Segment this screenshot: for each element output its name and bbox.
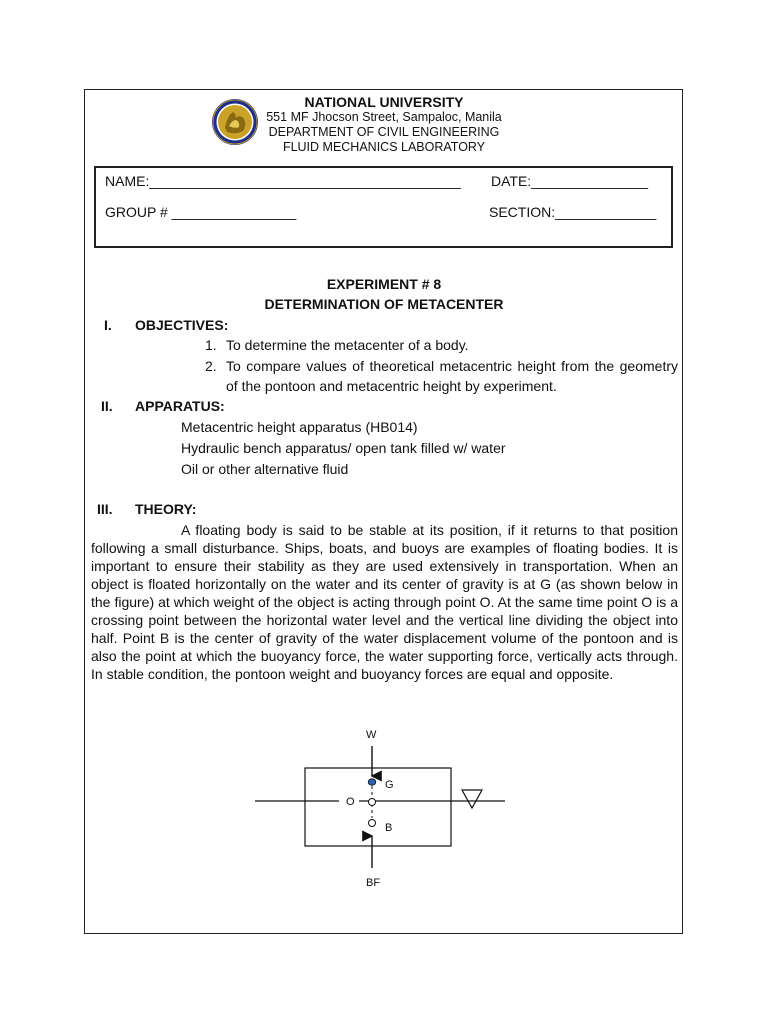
point-g-marker bbox=[368, 779, 376, 785]
point-b-marker bbox=[369, 820, 376, 827]
b-label: B bbox=[385, 822, 393, 834]
weight-label: W bbox=[366, 729, 377, 741]
university-address: 551 MF Jhocson Street, Sampaloc, Manila bbox=[266, 110, 502, 124]
apparatus-item: Metacentric height apparatus (HB014) bbox=[181, 419, 418, 435]
name-field[interactable]: NAME:________________________________________ bbox=[105, 173, 461, 189]
objectives-heading: OBJECTIVES: bbox=[135, 317, 229, 333]
apparatus-numeral: II. bbox=[101, 398, 113, 414]
apparatus-item: Oil or other alternative fluid bbox=[181, 461, 349, 477]
objective-1-text: To determine the metacenter of a body. bbox=[226, 337, 469, 353]
apparatus-item: Hydraulic bench apparatus/ open tank filled w/ water bbox=[181, 440, 506, 456]
objective-2-number: 2. bbox=[205, 358, 217, 374]
g-label: G bbox=[385, 779, 394, 791]
university-name: NATIONAL UNIVERSITY bbox=[304, 94, 464, 110]
group-field[interactable]: GROUP # ________________ bbox=[105, 204, 297, 220]
department-name: DEPARTMENT OF CIVIL ENGINEERING bbox=[268, 125, 500, 139]
theory-paragraph: A floating body is said to be stable at its position, if it returns to that position following a small disturbance. Ships, boats, and buoys are examples of floating bodies. It is important to ensure their stability as they are used extensively in transportation. When an object is floated horizontally on the water and its center of gravity is at G (as shown below in the figure) at which weight of the object is acting through point O. At the same time point O is a crossing point between the horizontal water level and the vertical line dividing the object into half. Point B is the center of gravity of the water displacement volume of the pontoon and is also the point at which the buoyancy force, the water supporting force, vertically acts through. In stable condition, the pontoon weight and buoyancy forces are equal and opposite. bbox=[91, 522, 678, 682]
theory-numeral: III. bbox=[97, 501, 113, 517]
objective-2-text: To compare values of theoretical metacentric height from the geometry of the pontoon and metacentric height by experiment. bbox=[226, 358, 678, 394]
water-level-symbol bbox=[462, 790, 482, 808]
date-field[interactable]: DATE:_______________ bbox=[491, 173, 648, 189]
section-field[interactable]: SECTION:_____________ bbox=[489, 204, 657, 220]
point-o-marker bbox=[369, 799, 376, 806]
buoyancy-label: BF bbox=[366, 877, 381, 889]
objectives-numeral: I. bbox=[104, 317, 112, 333]
apparatus-heading: APPARATUS: bbox=[135, 398, 225, 414]
laboratory-name: FLUID MECHANICS LABORATORY bbox=[282, 140, 486, 154]
objective-1-number: 1. bbox=[205, 337, 217, 353]
o-label: O bbox=[346, 796, 355, 808]
experiment-title: DETERMINATION OF METACENTER bbox=[264, 296, 504, 312]
theory-heading: THEORY: bbox=[135, 501, 197, 517]
pontoon-box bbox=[305, 768, 451, 846]
experiment-number: EXPERIMENT # 8 bbox=[326, 276, 442, 292]
